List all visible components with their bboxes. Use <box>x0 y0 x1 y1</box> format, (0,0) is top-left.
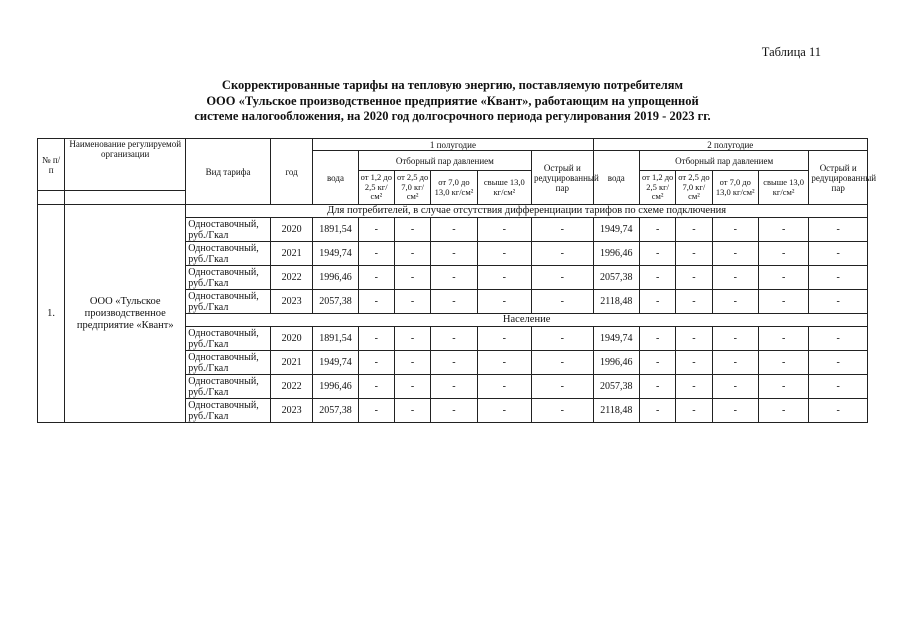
empty-value: - <box>809 327 868 351</box>
water-tariff-half-2: 1949,74 <box>593 327 639 351</box>
water-tariff-half-1: 2057,38 <box>313 290 358 314</box>
water-tariff-half-1: 1949,74 <box>313 351 358 375</box>
header-year: год <box>270 139 312 205</box>
empty-value: - <box>639 242 675 266</box>
empty-value: - <box>758 351 808 375</box>
water-tariff-half-2: 1996,46 <box>593 351 639 375</box>
empty-value: - <box>477 327 531 351</box>
empty-value: - <box>477 351 531 375</box>
header-sharp-1: Острый и редуцированный пар <box>532 151 594 205</box>
empty-value: - <box>712 266 758 290</box>
empty-value: - <box>532 218 594 242</box>
empty-value: - <box>676 351 712 375</box>
header-water-2: вода <box>593 151 639 205</box>
empty-value: - <box>712 290 758 314</box>
empty-value: - <box>431 399 477 423</box>
water-tariff-half-1: 2057,38 <box>313 399 358 423</box>
empty-value: - <box>758 218 808 242</box>
water-tariff-half-2: 2118,48 <box>593 399 639 423</box>
empty-value: - <box>358 375 394 399</box>
empty-value: - <box>532 375 594 399</box>
tariff-kind: Одноставочный, руб./Гкал <box>186 327 271 351</box>
water-tariff-half-2: 2057,38 <box>593 375 639 399</box>
empty-value: - <box>676 327 712 351</box>
header-p3-2: от 7,0 до 13,0 кг/см² <box>712 171 758 205</box>
header-kind: Вид тарифа <box>186 139 271 205</box>
empty-value: - <box>358 218 394 242</box>
empty-value: - <box>477 290 531 314</box>
empty-value: - <box>431 351 477 375</box>
empty-value: - <box>676 399 712 423</box>
empty-value: - <box>639 399 675 423</box>
empty-value: - <box>639 290 675 314</box>
empty-value: - <box>394 399 430 423</box>
empty-value: - <box>431 266 477 290</box>
water-tariff-half-2: 2118,48 <box>593 290 639 314</box>
empty-value: - <box>639 327 675 351</box>
header-p2-2: от 2,5 до 7,0 кг/см² <box>676 171 712 205</box>
header-num-blank <box>38 191 65 205</box>
empty-value: - <box>758 290 808 314</box>
header-org: Наименование регулируемой организации <box>65 139 186 191</box>
water-tariff-half-2: 1996,46 <box>593 242 639 266</box>
empty-value: - <box>758 266 808 290</box>
header-p4-2: свыше 13,0 кг/см² <box>758 171 808 205</box>
empty-value: - <box>758 327 808 351</box>
header-steam-2: Отборный пар давлением <box>639 151 808 171</box>
tariff-year: 2022 <box>270 266 312 290</box>
section-row <box>38 205 868 218</box>
tariff-year: 2022 <box>270 375 312 399</box>
empty-value: - <box>676 375 712 399</box>
empty-value: - <box>477 242 531 266</box>
empty-value: - <box>477 218 531 242</box>
empty-value: - <box>809 218 868 242</box>
title-line-2: ООО «Тульское производственное предприятие «Квант», работающим на упрощенной <box>206 93 699 108</box>
empty-value: - <box>431 327 477 351</box>
empty-value: - <box>477 399 531 423</box>
tariff-kind: Одноставочный, руб./Гкал <box>186 218 271 242</box>
empty-value: - <box>477 266 531 290</box>
empty-value: - <box>477 375 531 399</box>
empty-value: - <box>639 218 675 242</box>
empty-value: - <box>394 351 430 375</box>
empty-value: - <box>809 375 868 399</box>
empty-value: - <box>358 290 394 314</box>
empty-value: - <box>712 375 758 399</box>
header-num: № п/п <box>38 139 65 191</box>
title-line-3: системе налогообложения, на 2020 год долгосрочного периода регулирования 2019 - 2023 гг. <box>194 109 711 123</box>
empty-value: - <box>532 327 594 351</box>
empty-value: - <box>712 351 758 375</box>
empty-value: - <box>532 266 594 290</box>
empty-value: - <box>639 266 675 290</box>
empty-value: - <box>532 399 594 423</box>
water-tariff-half-2: 2057,38 <box>593 266 639 290</box>
tariff-table <box>37 138 877 423</box>
empty-value: - <box>809 351 868 375</box>
water-tariff-half-1: 1891,54 <box>313 327 358 351</box>
tariff-kind: Одноставочный, руб./Гкал <box>186 266 271 290</box>
empty-value: - <box>676 218 712 242</box>
empty-value: - <box>431 375 477 399</box>
water-tariff-half-1: 1996,46 <box>313 266 358 290</box>
water-tariff-half-1: 1949,74 <box>313 242 358 266</box>
empty-value: - <box>394 266 430 290</box>
empty-value: - <box>676 290 712 314</box>
empty-value: - <box>431 218 477 242</box>
empty-value: - <box>809 266 868 290</box>
empty-value: - <box>394 375 430 399</box>
empty-value: - <box>809 399 868 423</box>
empty-value: - <box>758 375 808 399</box>
tariff-year: 2021 <box>270 242 312 266</box>
table-number: Таблица 11 <box>761 45 821 59</box>
tariff-year: 2023 <box>270 290 312 314</box>
empty-value: - <box>639 375 675 399</box>
empty-value: - <box>394 242 430 266</box>
empty-value: - <box>639 351 675 375</box>
water-tariff-half-1: 1891,54 <box>313 218 358 242</box>
empty-value: - <box>358 399 394 423</box>
header-p1-2: от 1,2 до 2,5 кг/см² <box>639 171 675 205</box>
empty-value: - <box>712 218 758 242</box>
tariff-year: 2021 <box>270 351 312 375</box>
empty-value: - <box>532 351 594 375</box>
tariff-kind: Одноставочный, руб./Гкал <box>186 290 271 314</box>
header-steam-1: Отборный пар давлением <box>358 151 531 171</box>
empty-value: - <box>358 242 394 266</box>
header-half-1: 1 полугодие <box>313 139 593 151</box>
header-p4-1: свыше 13,0 кг/см² <box>477 171 531 205</box>
title-line-1: Скорректированные тарифы на тепловую энергию, поставляемую потребителям <box>221 78 684 92</box>
header-water-1: вода <box>313 151 358 205</box>
empty-value: - <box>394 218 430 242</box>
tariff-year: 2020 <box>270 327 312 351</box>
header-org-blank <box>65 191 186 205</box>
empty-value: - <box>676 266 712 290</box>
header-p2-1: от 2,5 до 7,0 кг/см² <box>394 171 430 205</box>
empty-value: - <box>532 290 594 314</box>
empty-value: - <box>358 351 394 375</box>
empty-value: - <box>712 399 758 423</box>
tariff-year: 2020 <box>270 218 312 242</box>
tariff-kind: Одноставочный, руб./Гкал <box>186 242 271 266</box>
section-label: Для потребителей, в случае отсутствия дифференциации тарифов по схеме подключения <box>186 205 868 218</box>
water-tariff-half-1: 1996,46 <box>313 375 358 399</box>
empty-value: - <box>394 327 430 351</box>
empty-value: - <box>532 242 594 266</box>
tariff-kind: Одноставочный, руб./Гкал <box>186 351 271 375</box>
organization-name: ООО «Тульское производственное предприятие «Квант» <box>65 205 186 423</box>
empty-value: - <box>809 242 868 266</box>
empty-value: - <box>431 242 477 266</box>
header-half-2: 2 полугодие <box>593 139 867 151</box>
section-label: Население <box>186 314 868 327</box>
header-p3-1: от 7,0 до 13,0 кг/см² <box>431 171 477 205</box>
empty-value: - <box>758 399 808 423</box>
empty-value: - <box>358 327 394 351</box>
empty-value: - <box>676 242 712 266</box>
header-sharp-2: Острый и редуцированный пар <box>809 151 868 205</box>
empty-value: - <box>758 242 808 266</box>
empty-value: - <box>431 290 477 314</box>
empty-value: - <box>712 327 758 351</box>
header-p1-1: от 1,2 до 2,5 кг/см² <box>358 171 394 205</box>
row-number: 1. <box>38 205 65 423</box>
document-title <box>0 78 905 125</box>
empty-value: - <box>394 290 430 314</box>
empty-value: - <box>712 242 758 266</box>
tariff-kind: Одноставочный, руб./Гкал <box>186 399 271 423</box>
tariff-year: 2023 <box>270 399 312 423</box>
water-tariff-half-2: 1949,74 <box>593 218 639 242</box>
empty-value: - <box>809 290 868 314</box>
empty-value: - <box>358 266 394 290</box>
tariff-kind: Одноставочный, руб./Гкал <box>186 375 271 399</box>
